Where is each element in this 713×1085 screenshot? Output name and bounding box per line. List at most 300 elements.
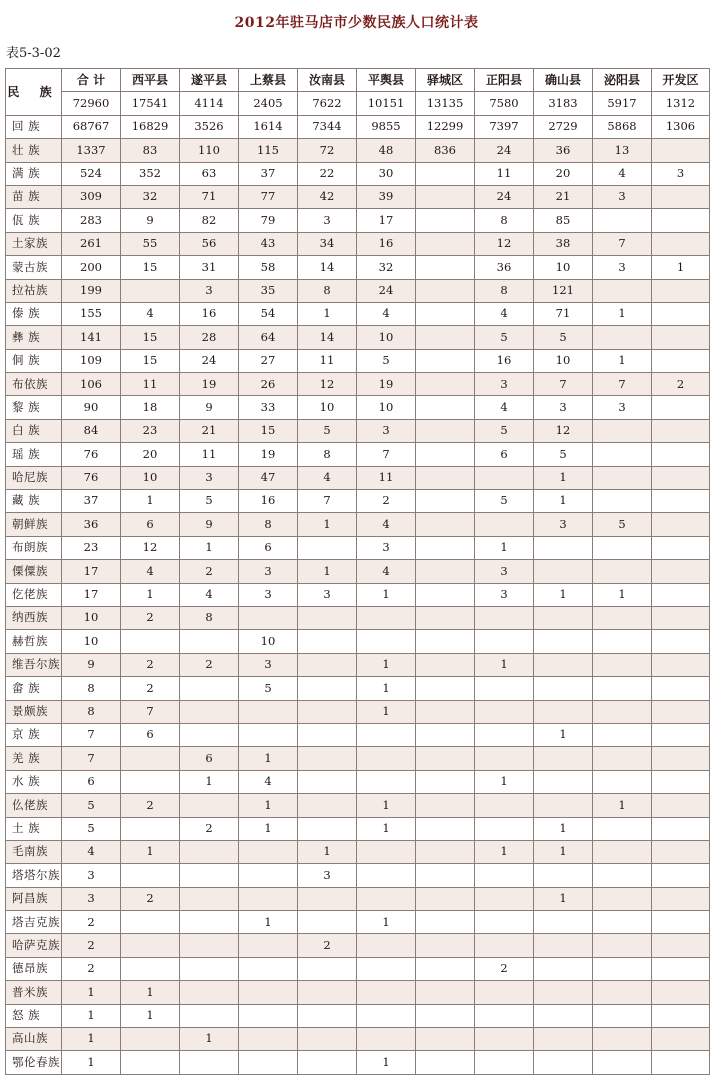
value-cell bbox=[180, 630, 239, 653]
value-cell bbox=[416, 864, 475, 887]
value-cell bbox=[416, 490, 475, 513]
value-cell bbox=[357, 630, 416, 653]
value-cell bbox=[416, 794, 475, 817]
value-cell: 1 bbox=[62, 1051, 121, 1074]
value-cell: 13 bbox=[593, 139, 652, 162]
value-cell: 1 bbox=[534, 490, 593, 513]
value-cell bbox=[652, 326, 710, 349]
value-cell bbox=[652, 887, 710, 910]
table-row bbox=[6, 957, 710, 980]
value-cell: 8 bbox=[180, 606, 239, 629]
value-cell bbox=[416, 209, 475, 232]
value-cell bbox=[416, 981, 475, 1004]
value-cell: 4 bbox=[298, 466, 357, 489]
value-cell bbox=[475, 630, 534, 653]
total-cell: 7622 bbox=[298, 92, 357, 115]
value-cell bbox=[475, 700, 534, 723]
value-cell bbox=[534, 653, 593, 676]
value-cell: 2 bbox=[475, 957, 534, 980]
value-cell: 2 bbox=[180, 817, 239, 840]
ethnicity-name: 布依族 bbox=[6, 373, 62, 396]
value-cell bbox=[416, 536, 475, 559]
value-cell: 2 bbox=[298, 934, 357, 957]
value-cell bbox=[475, 817, 534, 840]
value-cell: 1 bbox=[121, 583, 180, 606]
table-row bbox=[6, 1028, 710, 1051]
value-cell: 71 bbox=[180, 185, 239, 208]
page-title: 2012年驻马店市少数民族人口统计表 bbox=[234, 15, 479, 31]
value-cell: 56 bbox=[180, 232, 239, 255]
value-cell: 7 bbox=[534, 373, 593, 396]
value-cell: 22 bbox=[298, 162, 357, 185]
population-table bbox=[5, 68, 710, 1075]
value-cell bbox=[652, 864, 710, 887]
table-row bbox=[6, 115, 710, 138]
value-cell: 2 bbox=[180, 560, 239, 583]
ethnicity-name: 傈僳族 bbox=[6, 560, 62, 583]
value-cell: 43 bbox=[239, 232, 298, 255]
value-cell: 1 bbox=[357, 583, 416, 606]
value-cell: 3 bbox=[593, 185, 652, 208]
value-cell: 7 bbox=[593, 232, 652, 255]
value-cell bbox=[239, 840, 298, 863]
value-cell bbox=[180, 864, 239, 887]
value-cell: 1 bbox=[357, 1051, 416, 1074]
value-cell bbox=[593, 981, 652, 1004]
value-cell: 2 bbox=[652, 373, 710, 396]
value-cell: 15 bbox=[121, 349, 180, 372]
value-cell bbox=[121, 279, 180, 302]
column-header: 开发区 bbox=[652, 69, 710, 92]
value-cell: 6 bbox=[121, 513, 180, 536]
value-cell: 1 bbox=[357, 677, 416, 700]
value-cell bbox=[121, 957, 180, 980]
value-cell: 17 bbox=[357, 209, 416, 232]
value-cell bbox=[416, 700, 475, 723]
value-cell: 3526 bbox=[180, 115, 239, 138]
value-cell bbox=[593, 419, 652, 442]
value-cell bbox=[298, 887, 357, 910]
value-cell: 352 bbox=[121, 162, 180, 185]
value-cell: 9855 bbox=[357, 115, 416, 138]
value-cell: 2 bbox=[121, 677, 180, 700]
ethnicity-name: 哈萨克族 bbox=[6, 934, 62, 957]
value-cell: 2 bbox=[121, 606, 180, 629]
column-header: 汝南县 bbox=[298, 69, 357, 92]
table-row bbox=[6, 209, 710, 232]
value-cell bbox=[416, 677, 475, 700]
value-cell bbox=[416, 396, 475, 419]
value-cell: 5868 bbox=[593, 115, 652, 138]
ethnicity-name: 白 族 bbox=[6, 419, 62, 442]
value-cell: 28 bbox=[180, 326, 239, 349]
total-cell: 13135 bbox=[416, 92, 475, 115]
value-cell: 3 bbox=[593, 256, 652, 279]
value-cell bbox=[416, 957, 475, 980]
value-cell: 5 bbox=[239, 677, 298, 700]
value-cell: 1 bbox=[357, 911, 416, 934]
ethnicity-name: 塔塔尔族 bbox=[6, 864, 62, 887]
value-cell: 5 bbox=[298, 419, 357, 442]
table-row bbox=[6, 185, 710, 208]
value-cell: 3 bbox=[298, 209, 357, 232]
value-cell bbox=[593, 630, 652, 653]
value-cell: 9 bbox=[121, 209, 180, 232]
table-row bbox=[6, 302, 710, 325]
value-cell: 24 bbox=[475, 185, 534, 208]
value-cell bbox=[652, 185, 710, 208]
value-cell: 16 bbox=[180, 302, 239, 325]
table-row bbox=[6, 536, 710, 559]
value-cell bbox=[593, 209, 652, 232]
value-cell: 1 bbox=[121, 1004, 180, 1027]
table-row bbox=[6, 396, 710, 419]
value-cell bbox=[298, 700, 357, 723]
value-cell: 1 bbox=[534, 887, 593, 910]
value-cell: 3 bbox=[475, 583, 534, 606]
value-cell: 11 bbox=[298, 349, 357, 372]
value-cell bbox=[475, 723, 534, 746]
value-cell: 3 bbox=[357, 536, 416, 559]
value-cell: 15 bbox=[239, 419, 298, 442]
value-cell bbox=[593, 326, 652, 349]
value-cell bbox=[534, 981, 593, 1004]
value-cell bbox=[534, 957, 593, 980]
value-cell bbox=[534, 536, 593, 559]
value-cell bbox=[416, 349, 475, 372]
table-row bbox=[6, 630, 710, 653]
value-cell bbox=[652, 723, 710, 746]
value-cell bbox=[652, 817, 710, 840]
value-cell: 2 bbox=[62, 957, 121, 980]
value-cell: 35 bbox=[239, 279, 298, 302]
value-cell: 309 bbox=[62, 185, 121, 208]
value-cell: 5 bbox=[62, 794, 121, 817]
value-cell bbox=[180, 700, 239, 723]
table-row bbox=[6, 256, 710, 279]
value-cell bbox=[416, 373, 475, 396]
value-cell bbox=[475, 981, 534, 1004]
total-cell: 3183 bbox=[534, 92, 593, 115]
table-row bbox=[6, 887, 710, 910]
value-cell: 5 bbox=[534, 326, 593, 349]
table-row bbox=[6, 513, 710, 536]
column-header: 西平县 bbox=[121, 69, 180, 92]
ethnicity-name: 景颇族 bbox=[6, 700, 62, 723]
total-cell: 7580 bbox=[475, 92, 534, 115]
value-cell: 4 bbox=[593, 162, 652, 185]
value-cell: 3 bbox=[62, 864, 121, 887]
ethnicity-name: 黎 族 bbox=[6, 396, 62, 419]
value-cell bbox=[416, 1051, 475, 1074]
value-cell bbox=[593, 957, 652, 980]
value-cell: 10 bbox=[239, 630, 298, 653]
value-cell: 1 bbox=[593, 794, 652, 817]
ethnicity-name: 回 族 bbox=[6, 115, 62, 138]
ethnicity-name: 畲 族 bbox=[6, 677, 62, 700]
value-cell: 106 bbox=[62, 373, 121, 396]
value-cell bbox=[416, 443, 475, 466]
ethnicity-name: 仡佬族 bbox=[6, 583, 62, 606]
value-cell bbox=[652, 209, 710, 232]
value-cell: 1 bbox=[298, 560, 357, 583]
value-cell: 16 bbox=[475, 349, 534, 372]
value-cell bbox=[121, 934, 180, 957]
table-row bbox=[6, 326, 710, 349]
value-cell: 12 bbox=[298, 373, 357, 396]
value-cell bbox=[416, 583, 475, 606]
header-row bbox=[6, 69, 710, 92]
value-cell bbox=[652, 349, 710, 372]
value-cell: 19 bbox=[180, 373, 239, 396]
value-cell: 82 bbox=[180, 209, 239, 232]
table-row bbox=[6, 911, 710, 934]
value-cell bbox=[593, 840, 652, 863]
table-row bbox=[6, 466, 710, 489]
value-cell bbox=[416, 840, 475, 863]
value-cell: 1 bbox=[239, 817, 298, 840]
value-cell bbox=[534, 677, 593, 700]
value-cell bbox=[357, 723, 416, 746]
value-cell bbox=[652, 981, 710, 1004]
ethnicity-name: 土 族 bbox=[6, 817, 62, 840]
value-cell: 72 bbox=[298, 139, 357, 162]
value-cell bbox=[652, 747, 710, 770]
value-cell bbox=[652, 419, 710, 442]
value-cell: 8 bbox=[298, 443, 357, 466]
value-cell: 3 bbox=[652, 162, 710, 185]
value-cell: 2 bbox=[121, 794, 180, 817]
value-cell bbox=[416, 256, 475, 279]
value-cell: 1 bbox=[62, 1028, 121, 1051]
value-cell: 36 bbox=[534, 139, 593, 162]
value-cell: 6 bbox=[62, 770, 121, 793]
column-header: 驿城区 bbox=[416, 69, 475, 92]
value-cell bbox=[652, 1028, 710, 1051]
value-cell: 11 bbox=[475, 162, 534, 185]
value-cell: 3 bbox=[62, 887, 121, 910]
value-cell: 76 bbox=[62, 466, 121, 489]
value-cell bbox=[593, 677, 652, 700]
value-cell: 36 bbox=[475, 256, 534, 279]
value-cell bbox=[180, 934, 239, 957]
table-row bbox=[6, 840, 710, 863]
value-cell bbox=[357, 840, 416, 863]
total-cell: 17541 bbox=[121, 92, 180, 115]
value-cell: 1 bbox=[357, 653, 416, 676]
value-cell: 79 bbox=[239, 209, 298, 232]
total-cell: 1312 bbox=[652, 92, 710, 115]
value-cell: 6 bbox=[239, 536, 298, 559]
table-row bbox=[6, 349, 710, 372]
value-cell bbox=[593, 817, 652, 840]
value-cell bbox=[298, 747, 357, 770]
value-cell bbox=[416, 513, 475, 536]
value-cell: 38 bbox=[534, 232, 593, 255]
value-cell bbox=[416, 279, 475, 302]
value-cell bbox=[416, 934, 475, 957]
value-cell bbox=[534, 911, 593, 934]
value-cell: 68767 bbox=[62, 115, 121, 138]
value-cell bbox=[239, 864, 298, 887]
value-cell bbox=[475, 606, 534, 629]
value-cell: 10 bbox=[121, 466, 180, 489]
value-cell: 15 bbox=[121, 256, 180, 279]
value-cell: 63 bbox=[180, 162, 239, 185]
table-row bbox=[6, 770, 710, 793]
value-cell: 7 bbox=[62, 723, 121, 746]
value-cell bbox=[652, 653, 710, 676]
total-cell: 4114 bbox=[180, 92, 239, 115]
value-cell bbox=[652, 139, 710, 162]
value-cell bbox=[534, 747, 593, 770]
table-row bbox=[6, 934, 710, 957]
value-cell bbox=[593, 443, 652, 466]
value-cell bbox=[593, 700, 652, 723]
value-cell bbox=[652, 700, 710, 723]
ethnicity-name: 仫佬族 bbox=[6, 794, 62, 817]
value-cell bbox=[652, 279, 710, 302]
value-cell bbox=[475, 513, 534, 536]
value-cell bbox=[593, 887, 652, 910]
value-cell bbox=[357, 981, 416, 1004]
value-cell: 11 bbox=[357, 466, 416, 489]
ethnicity-name: 赫哲族 bbox=[6, 630, 62, 653]
value-cell: 1 bbox=[593, 302, 652, 325]
value-cell bbox=[298, 1028, 357, 1051]
totals-row bbox=[6, 92, 710, 115]
value-cell: 36 bbox=[62, 513, 121, 536]
value-cell: 1 bbox=[121, 840, 180, 863]
value-cell: 1 bbox=[475, 770, 534, 793]
value-cell bbox=[593, 466, 652, 489]
value-cell: 3 bbox=[534, 513, 593, 536]
value-cell: 2 bbox=[357, 490, 416, 513]
value-cell: 16 bbox=[239, 490, 298, 513]
value-cell: 2 bbox=[121, 887, 180, 910]
value-cell: 1 bbox=[534, 840, 593, 863]
value-cell bbox=[475, 466, 534, 489]
ethnicity-name: 土家族 bbox=[6, 232, 62, 255]
ethnicity-name: 维吾尔族 bbox=[6, 653, 62, 676]
value-cell bbox=[534, 794, 593, 817]
value-cell bbox=[475, 747, 534, 770]
ethnicity-header: 民 族 bbox=[6, 69, 62, 116]
table-row bbox=[6, 677, 710, 700]
value-cell bbox=[298, 630, 357, 653]
value-cell: 6 bbox=[121, 723, 180, 746]
value-cell bbox=[357, 770, 416, 793]
value-cell: 1614 bbox=[239, 115, 298, 138]
value-cell: 199 bbox=[62, 279, 121, 302]
value-cell: 18 bbox=[121, 396, 180, 419]
ethnicity-name: 傣 族 bbox=[6, 302, 62, 325]
ethnicity-name: 藏 族 bbox=[6, 490, 62, 513]
value-cell: 7 bbox=[121, 700, 180, 723]
value-cell: 836 bbox=[416, 139, 475, 162]
value-cell: 7 bbox=[62, 747, 121, 770]
value-cell: 155 bbox=[62, 302, 121, 325]
ethnicity-name: 塔吉克族 bbox=[6, 911, 62, 934]
value-cell bbox=[652, 840, 710, 863]
value-cell: 4 bbox=[475, 396, 534, 419]
value-cell: 27 bbox=[239, 349, 298, 372]
value-cell bbox=[652, 513, 710, 536]
value-cell bbox=[121, 911, 180, 934]
column-header: 遂平县 bbox=[180, 69, 239, 92]
table-id: 表5-3-02 bbox=[6, 46, 61, 61]
total-cell: 2405 bbox=[239, 92, 298, 115]
value-cell bbox=[475, 934, 534, 957]
table-row bbox=[6, 723, 710, 746]
table-row bbox=[6, 279, 710, 302]
value-cell: 1 bbox=[593, 583, 652, 606]
value-cell: 3 bbox=[298, 583, 357, 606]
value-cell: 8 bbox=[62, 700, 121, 723]
value-cell bbox=[593, 770, 652, 793]
table-row bbox=[6, 981, 710, 1004]
table-row bbox=[6, 1004, 710, 1027]
value-cell bbox=[652, 560, 710, 583]
value-cell bbox=[239, 606, 298, 629]
value-cell: 1 bbox=[239, 794, 298, 817]
value-cell bbox=[416, 302, 475, 325]
value-cell bbox=[534, 560, 593, 583]
value-cell bbox=[357, 747, 416, 770]
value-cell: 10 bbox=[62, 606, 121, 629]
value-cell bbox=[593, 1028, 652, 1051]
value-cell bbox=[298, 981, 357, 1004]
value-cell: 32 bbox=[121, 185, 180, 208]
value-cell: 9 bbox=[62, 653, 121, 676]
value-cell: 83 bbox=[121, 139, 180, 162]
ethnicity-name: 哈尼族 bbox=[6, 466, 62, 489]
value-cell: 141 bbox=[62, 326, 121, 349]
value-cell: 3 bbox=[180, 466, 239, 489]
ethnicity-name: 普米族 bbox=[6, 981, 62, 1004]
ethnicity-name: 朝鲜族 bbox=[6, 513, 62, 536]
value-cell: 47 bbox=[239, 466, 298, 489]
value-cell: 19 bbox=[357, 373, 416, 396]
value-cell: 21 bbox=[534, 185, 593, 208]
value-cell: 3 bbox=[593, 396, 652, 419]
value-cell: 1 bbox=[534, 466, 593, 489]
table-row bbox=[6, 139, 710, 162]
value-cell: 1 bbox=[652, 256, 710, 279]
value-cell: 24 bbox=[180, 349, 239, 372]
value-cell: 16 bbox=[357, 232, 416, 255]
value-cell bbox=[121, 817, 180, 840]
value-cell: 34 bbox=[298, 232, 357, 255]
value-cell: 17 bbox=[62, 560, 121, 583]
value-cell: 12299 bbox=[416, 115, 475, 138]
value-cell bbox=[652, 1004, 710, 1027]
value-cell: 14 bbox=[298, 256, 357, 279]
table-row bbox=[6, 232, 710, 255]
value-cell bbox=[534, 770, 593, 793]
value-cell bbox=[357, 1004, 416, 1027]
value-cell: 21 bbox=[180, 419, 239, 442]
value-cell bbox=[652, 770, 710, 793]
value-cell: 7344 bbox=[298, 115, 357, 138]
value-cell: 90 bbox=[62, 396, 121, 419]
value-cell bbox=[416, 911, 475, 934]
value-cell: 283 bbox=[62, 209, 121, 232]
value-cell: 84 bbox=[62, 419, 121, 442]
value-cell: 24 bbox=[475, 139, 534, 162]
value-cell: 4 bbox=[239, 770, 298, 793]
value-cell: 37 bbox=[62, 490, 121, 513]
